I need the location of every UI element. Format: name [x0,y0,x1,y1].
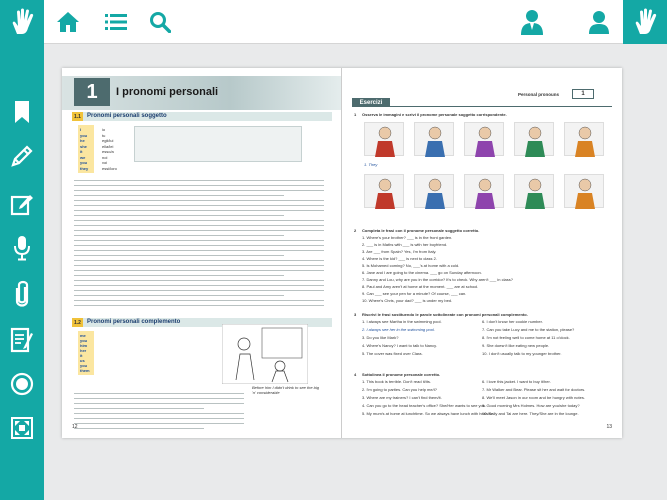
pronoun-translation: noi [102,154,108,160]
exercise-line: 1. This book is terrible. Don't read it/its. [362,379,431,384]
pronoun-translation: esso/a [102,149,114,154]
exercise-line: 10. Where's Chris, your dad? ___ is under my bed. [362,298,453,303]
exercise-line: 8. Paul and Amy aren't at home at the moment. ___ are at school. [362,284,479,289]
text-rule [74,260,324,261]
exercise-line: 3. Do you like Mark? [362,335,399,340]
exercise-picture [464,174,504,208]
pronoun: I [80,127,82,132]
cartoon-illustration [222,324,308,384]
text-rule [74,255,284,256]
right-page [342,68,622,438]
text-rule [74,423,244,424]
home-icon[interactable] [52,6,84,38]
chapter-title: I pronomi personali [116,86,219,98]
exercise-line: 8. We'll meet Jason in our room and be hungry with notes. [482,395,585,400]
hand-tool-button[interactable] [623,0,667,44]
section-header [72,112,332,121]
pronoun-translation: tu [102,132,106,138]
paperclip-icon[interactable] [0,274,44,314]
edit-box-icon[interactable] [0,184,44,224]
exercise-line: 1. Where's your brother? ___ is in the front garden. [362,235,453,240]
text-rule [74,393,244,394]
pronoun: us [80,358,85,363]
pronoun: it [80,149,83,154]
top-toolbar [0,0,667,44]
text-rule [74,280,324,281]
page-number: 13 [606,424,612,430]
text-rule [74,245,324,246]
text-rule [74,270,324,271]
exercise-line: 8. I'm not feeling well to come home at 11 o'clock. [482,335,570,340]
pronoun: me [80,333,86,338]
text-rule [74,195,284,196]
pronoun-translation: essi/loro [102,165,117,171]
exercise-instruction: Completa le frasi con il pronome personale soggetto corretto. [362,228,480,233]
text-rule [74,220,324,221]
exercise-line: 2. ___ is in Maths with ___ is with her boyfriend. [362,242,448,247]
exercise-picture [564,122,604,156]
pronoun-translation: io [102,127,106,132]
exercise-line: 9. She doesn't like eating new people. [482,343,550,348]
text-rule [74,403,244,404]
exercise-line: 6. I love this jacket. I want to buy it/her. [482,379,551,384]
exercise-line: 2. I'm going to parties. Can you help me/I? [362,387,438,392]
exercise-picture [364,174,404,208]
pronoun: them [80,368,90,373]
exercise-line: 9. Can ___ see your pen for a minute? Of course, ___ can. [362,291,467,296]
text-rule [74,305,324,306]
hand-icon [632,8,658,36]
teacher-icon[interactable] [516,6,548,38]
section-number: 1.1 [72,112,83,121]
exercise-line: 7. Can you take Lucy and me to the station, please? [482,327,575,332]
text-rule [74,210,324,211]
exercise-line: 4. Where is the kid? ___ is next to class 2. [362,256,437,261]
exercise-line: 6. I don't know her cookie number. [482,319,543,324]
exercise-picture [414,174,454,208]
text-rule [74,428,204,429]
exercise-picture [564,174,604,208]
text-rule [74,285,324,286]
cartoon-caption: Before him I didn't drink to see the big 'n' considerable [252,385,320,395]
pronoun: you [80,338,88,343]
exercise-line: 5. Is Mohamed coming? No, ___'s at home with a cold. [362,263,460,268]
exercise-line: 5. My mum's at home at lunchtime. So we always have lunch with her/she. [362,411,494,416]
text-rule [74,413,244,414]
pencil-icon[interactable] [0,136,44,176]
microphone-icon[interactable] [0,228,44,268]
text-rule [74,200,324,201]
text-rule [74,240,324,241]
left-sidebar [0,0,44,500]
section-number: 1.2 [72,318,83,327]
divider [352,106,612,107]
hand-icon[interactable] [0,2,44,42]
exercise-line: 10. Sally and Tai are here. They/She are in the lounge. [482,411,579,416]
pronoun: they [80,165,89,171]
search-icon[interactable] [144,6,176,38]
exercise-line: 5. The cover was fixed over Clara. [362,351,423,356]
exercise-line: 6. Jane and I are going to the cinema. ___ go on Sunday afternoon. [362,270,482,275]
pronoun-translation: egli/lui [102,138,114,143]
text-rule [74,265,324,266]
exercise-line: 7. Mr Walker and Bear. Please sit her and wait for doctors. [482,387,586,392]
text-rule [74,190,324,191]
fullscreen-icon[interactable] [0,408,44,448]
student-icon[interactable] [583,6,615,38]
exercise-picture [364,122,404,156]
text-rule [74,295,284,296]
list-icon[interactable] [100,6,132,38]
pronoun: her [80,348,87,353]
chapter-number: 1 [74,78,110,106]
text-rule [74,418,244,419]
exercise-picture [464,122,504,156]
pronoun: you [80,160,88,165]
exercise-picture [514,174,554,208]
pronoun: you [80,132,88,138]
section-title: Pronomi personali complemento [87,319,181,325]
exercise-instruction: Sottolinea il pronome personale corretto. [362,372,441,377]
text-rule [74,300,324,301]
exercise-number: 4 [354,372,357,377]
bookmark-icon[interactable] [0,92,44,132]
pronoun-translation: voi [102,160,108,165]
text-rule [74,225,324,226]
pronoun: he [80,138,85,143]
text-rule [74,215,284,216]
exercise-line: 2. I always see her in the swimming pool. [362,327,435,332]
text-rule [74,235,284,236]
text-rule [74,398,244,399]
exercise-line: 9. Good morning Mrs Holmes. How are you/she today? [482,403,580,408]
pronoun: it [80,353,83,358]
pronoun: him [80,343,88,348]
exercise-picture [414,122,454,156]
exercise-number: 3 [354,312,357,317]
exercise-number: 2 [354,228,357,233]
text-rule [74,290,324,291]
exercise-line: 4. Where's Nancy? I want to talk to Nancy. [362,343,437,348]
text-rule [74,205,324,206]
book-spread[interactable] [62,68,622,438]
notes-icon[interactable] [0,320,44,360]
exercise-instruction: Osserva le immagini e scrivi il pronome personale soggetto corrispondente. [362,112,507,117]
pronoun: we [80,154,86,160]
exercise-line: 7. Danny and Lou, why are you in the corridor? It's to check. Why aren't ___ in class? [362,277,513,282]
pronoun-translation: ella/lei [102,143,114,149]
page-number: 12 [72,424,78,430]
text-rule [74,408,204,409]
exercise-line: 10. I don't usually talk to my younger brother. [482,351,562,356]
exercises-label: Esercizi [352,98,390,107]
exercise-instruction: Riscrivi le frasi sostituendo le parole sottolineate con pronomi personali complemento. [362,312,528,317]
circle-record-icon[interactable] [0,364,44,404]
pronoun: you [80,363,88,368]
text-rule [74,180,324,181]
exercise-number: 1 [354,112,357,117]
text-rule [74,230,324,231]
grammar-note [134,126,302,162]
text-rule [74,185,324,186]
exercise-line: 4. Can you go to the head teacher's office? She/Her wants to see you. [362,403,487,408]
exercise-line: 3. Are ___ from Spain? Yes, I'm from Italy. [362,249,437,254]
running-chapter-number: 1 [572,89,594,99]
section-title: Pronomi personali soggetto [87,113,167,119]
exercise-picture [514,122,554,156]
text-rule [74,275,284,276]
exercise-line: 3. Where are my trainers? I can't find them/it. [362,395,442,400]
sample-answer: 1. They [364,162,378,167]
left-page [62,68,342,438]
pronoun: she [80,143,87,149]
text-rule [74,250,324,251]
exercise-line: 1. I always see Martha in the swimming pool. [362,319,442,324]
running-head: Personal pronouns [518,92,560,97]
